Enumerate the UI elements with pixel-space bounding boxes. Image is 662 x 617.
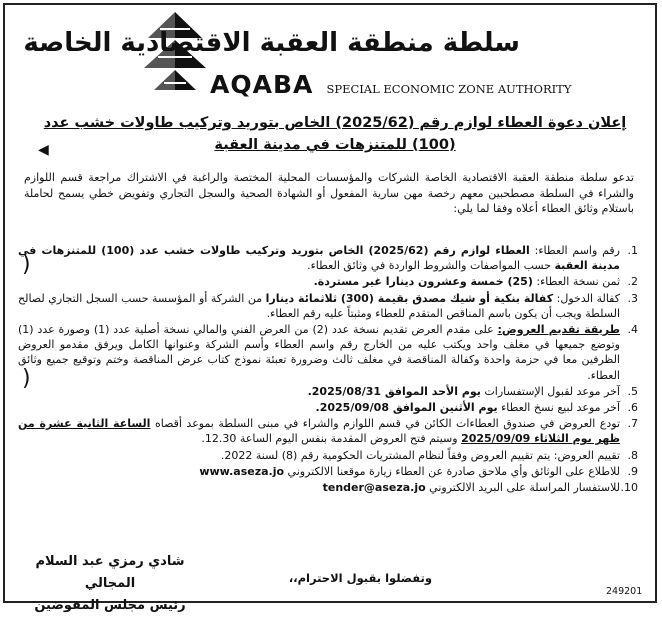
tender-title-line-1: إعلان دعوة العطاء لوازم رقم (2025/62) الخاص بتوريد وتركيب طاولات خشب عدد xyxy=(43,115,627,131)
header xyxy=(23,10,572,102)
signatory-title: رئيس مجلس المفوضين xyxy=(34,598,186,613)
condition-number: 7. xyxy=(627,417,638,431)
left-arrow-icon: ◀ xyxy=(38,142,49,158)
bracket-mark-icon: ) xyxy=(22,366,31,391)
ad-number: 249201 xyxy=(606,586,643,597)
condition-text: تقييم العروض: يتم تقييم العروض وفقاً لنظام المشتريات الحكومية رقم (8) لسنة 2022. xyxy=(220,448,620,462)
email-link[interactable]: tender@aseza.jo xyxy=(322,481,426,495)
condition-text: آخر موعد لبيع نسخ العطاء xyxy=(497,401,620,415)
condition-text: رقم واسم العطاء: xyxy=(529,244,620,257)
condition-number: 8. xyxy=(627,448,638,462)
authority-english-row xyxy=(210,70,572,100)
condition-number: 9. xyxy=(627,464,638,478)
condition-number: 5. xyxy=(627,384,638,398)
condition-highlight: (25) خمسة وعشرون دينارا غير مستردة. xyxy=(313,275,533,289)
conditions-list xyxy=(18,243,638,496)
website-link[interactable]: www.aseza.jo xyxy=(199,464,285,478)
condition-text-tail: من الشركة أو المؤسسة حسب السجل التجاري لصالح السلطة ويجب أن يكون باسم المناقص المتقدم للعطاء ومثبتاً عليه رقم العطاء. xyxy=(18,291,620,320)
signature-block xyxy=(25,551,195,617)
condition-number: 2. xyxy=(627,275,638,289)
intro-paragraph: تدعو سلطة منطقة العقبة الاقتصادية الخاصة الشركات والمؤسسات المحلية المختصة والراغبة في الاشتراك مراجعة قسم اللوازم والشراء في السلطة مصطحبين معهم رخصة مهن سارية المفعول أو الشهادة الصحية والسجل التجاري وتفويض خطي يسمح لحاملة باستلام وثائق العطاء أعلاه وفقا لما يلي: xyxy=(24,171,634,215)
tender-title xyxy=(40,112,630,156)
condition-text: تودع العروض في صندوق العطاءات الكائن في قسم اللوازم والشراء في مبنى السلطة بموعد أقصاه xyxy=(150,417,621,431)
condition-text-tail: حسب المواصفات والشروط الواردة في وثائق العطاء. xyxy=(307,259,555,273)
condition-number: 6. xyxy=(627,401,638,415)
condition-item xyxy=(18,400,638,415)
condition-highlight: يوم الأحد الموافق 2025/08/31. xyxy=(307,384,481,398)
condition-number: 4. xyxy=(627,323,638,337)
tender-title-line-2: (100) للمتنزهات في مدينة العقبة xyxy=(214,137,456,153)
condition-item xyxy=(18,291,638,321)
condition-text: للاطلاع على الوثائق وأي ملاحق صادرة عن العطاء زيارة موقعنا الالكتروني xyxy=(284,464,620,478)
condition-highlight: كفالة بنكية أو شيك مصدق بقيمة (300) ثلاثمائة دينارا xyxy=(265,291,554,305)
condition-item xyxy=(18,416,638,446)
condition-item xyxy=(18,384,638,399)
condition-text: للاستفسار المراسلة على البريد الالكتروني xyxy=(425,481,620,495)
condition-item xyxy=(18,480,638,495)
condition-number: 10. xyxy=(620,481,638,495)
condition-item xyxy=(18,274,638,289)
condition-text: ثمن نسخة العطاء: xyxy=(532,275,620,289)
condition-text: كفالة الدخول: xyxy=(553,291,620,305)
signatory-name: شادي رمزي عبد السلام المجالي xyxy=(35,554,185,591)
condition-item xyxy=(18,448,638,463)
condition-number: 3. xyxy=(627,291,638,305)
condition-highlight: طريقة تقديم العروض: xyxy=(497,323,620,337)
condition-highlight: العطاء لوازم رقم (2025/62) الخاص بتوريد وتركيب طاولات خشب عدد (100) للمتنزهات في مدينة العقبة xyxy=(18,244,620,273)
condition-text: آخر موعد لقبول الإستفسارات xyxy=(480,384,620,398)
authority-english-name: AQABA xyxy=(210,70,314,99)
condition-highlight: يوم الأثنين الموافق 2025/09/08. xyxy=(315,401,498,415)
condition-number: 1. xyxy=(627,244,638,257)
condition-item xyxy=(18,243,638,273)
condition-item xyxy=(18,322,638,383)
condition-text-tail: وسيتم فتح العروض المقدمة بنفس اليوم الساعة 12.30. xyxy=(201,432,462,446)
bracket-mark-icon: ) xyxy=(22,252,31,277)
condition-highlight: الساعة الثانية عشرة من ظهر يوم الثلاثاء 2025/09/09 xyxy=(18,417,620,446)
condition-text-tail: على مقدم العرض تقديم نسخة عدد (2) من العرض الفني والمالي نسخة أصلية عدد (1) وصورة عدد (1) وتوضع جميعها في مغلف واحد ويكتب عليه من الخارج رقم واسم العطاء وأسم الشركة وعنوانها الكامل ويرفق مقدمو العروض الظرفين معا في حزمة واحدة وكفالة المناقصة في مغلف ثالث وضرورة تعبئة نموذج كتاب عرض المناقصة وختم وتوقيع جميع وثائق العطاء. xyxy=(18,323,620,382)
authority-english-subtitle: SPECIAL ECONOMIC ZONE AUTHORITY xyxy=(326,82,572,96)
authority-arabic-name: سلطة منطقة العقبة الاقتصادية الخاصة xyxy=(23,28,520,58)
condition-item xyxy=(18,464,638,479)
closing-line: وتفضلوا بقبول الاحترام،، xyxy=(288,571,432,585)
